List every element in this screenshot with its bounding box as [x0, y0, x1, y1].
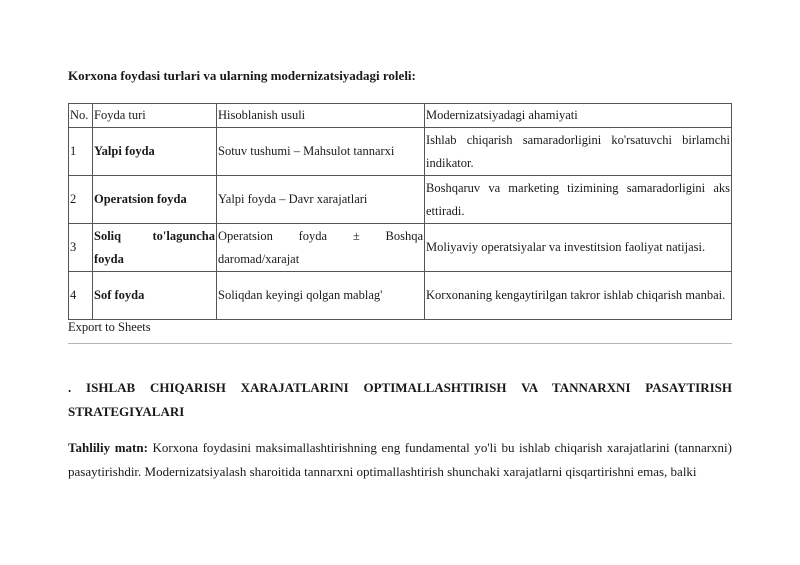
header-calc: Hisoblanish usuli	[217, 104, 425, 128]
cell-no: 1	[69, 128, 93, 176]
header-importance: Modernizatsiyadagi ahamiyati	[425, 104, 732, 128]
cell-calc: Sotuv tushumi – Mahsulot tannarxi	[217, 128, 425, 176]
cell-importance: Ishlab chiqarish samaradorligini ko'rsatuvchi birlamchi indikator.	[425, 128, 732, 176]
cell-type: Operatsion foyda	[93, 176, 217, 224]
analysis-label: Tahliliy matn:	[68, 440, 148, 455]
header-no: No.	[69, 104, 93, 128]
divider	[68, 343, 732, 344]
analysis-text: Korxona foydasini maksimallashtirishning eng fundamental yo'li bu ishlab chiqarish xarajatlarini (tannarxni) pasaytirishdir. Modernizatsiyalash sharoitida tannarxni optimallashtirish shunchaki xarajatlarni qisqartirishni emas, balki	[68, 440, 732, 479]
cell-no: 3	[69, 224, 93, 272]
table-row	[69, 176, 732, 224]
cell-no: 4	[69, 272, 93, 320]
table-header-row	[69, 104, 732, 128]
cell-calc: Yalpi foyda – Davr xarajatlari	[217, 176, 425, 224]
section-title: . ISHLAB CHIQARISH XARAJATLARINI OPTIMALLASHTIRISH VA TANNARXNI PASAYTIRISH STRATEGIYALARI	[68, 380, 732, 419]
table-heading: Korxona foydasi turlari va ularning modernizatsiyadagi roleli:	[68, 68, 416, 83]
cell-calc: Operatsion foyda ± Boshqa daromad/xarajat	[217, 224, 425, 272]
profit-types-table	[68, 103, 732, 320]
cell-importance: Korxonaning kengaytirilgan takror ishlab chiqarish manbai.	[425, 272, 732, 320]
cell-type: Soliq to'laguncha foyda	[93, 224, 217, 272]
cell-no: 2	[69, 176, 93, 224]
table-row	[69, 224, 732, 272]
cell-importance: Moliyaviy operatsiyalar va investitsion faoliyat natijasi.	[425, 224, 732, 272]
cell-type: Sof foyda	[93, 272, 217, 320]
cell-calc: Soliqdan keyingi qolgan mablag'	[217, 272, 425, 320]
header-type: Foyda turi	[93, 104, 217, 128]
export-to-sheets-link[interactable]: Export to Sheets	[68, 320, 151, 334]
table-row	[69, 272, 732, 320]
cell-importance: Boshqaruv va marketing tizimining samaradorligini aks ettiradi.	[425, 176, 732, 224]
table-row	[69, 128, 732, 176]
analysis-paragraph	[68, 436, 732, 484]
cell-type: Yalpi foyda	[93, 128, 217, 176]
